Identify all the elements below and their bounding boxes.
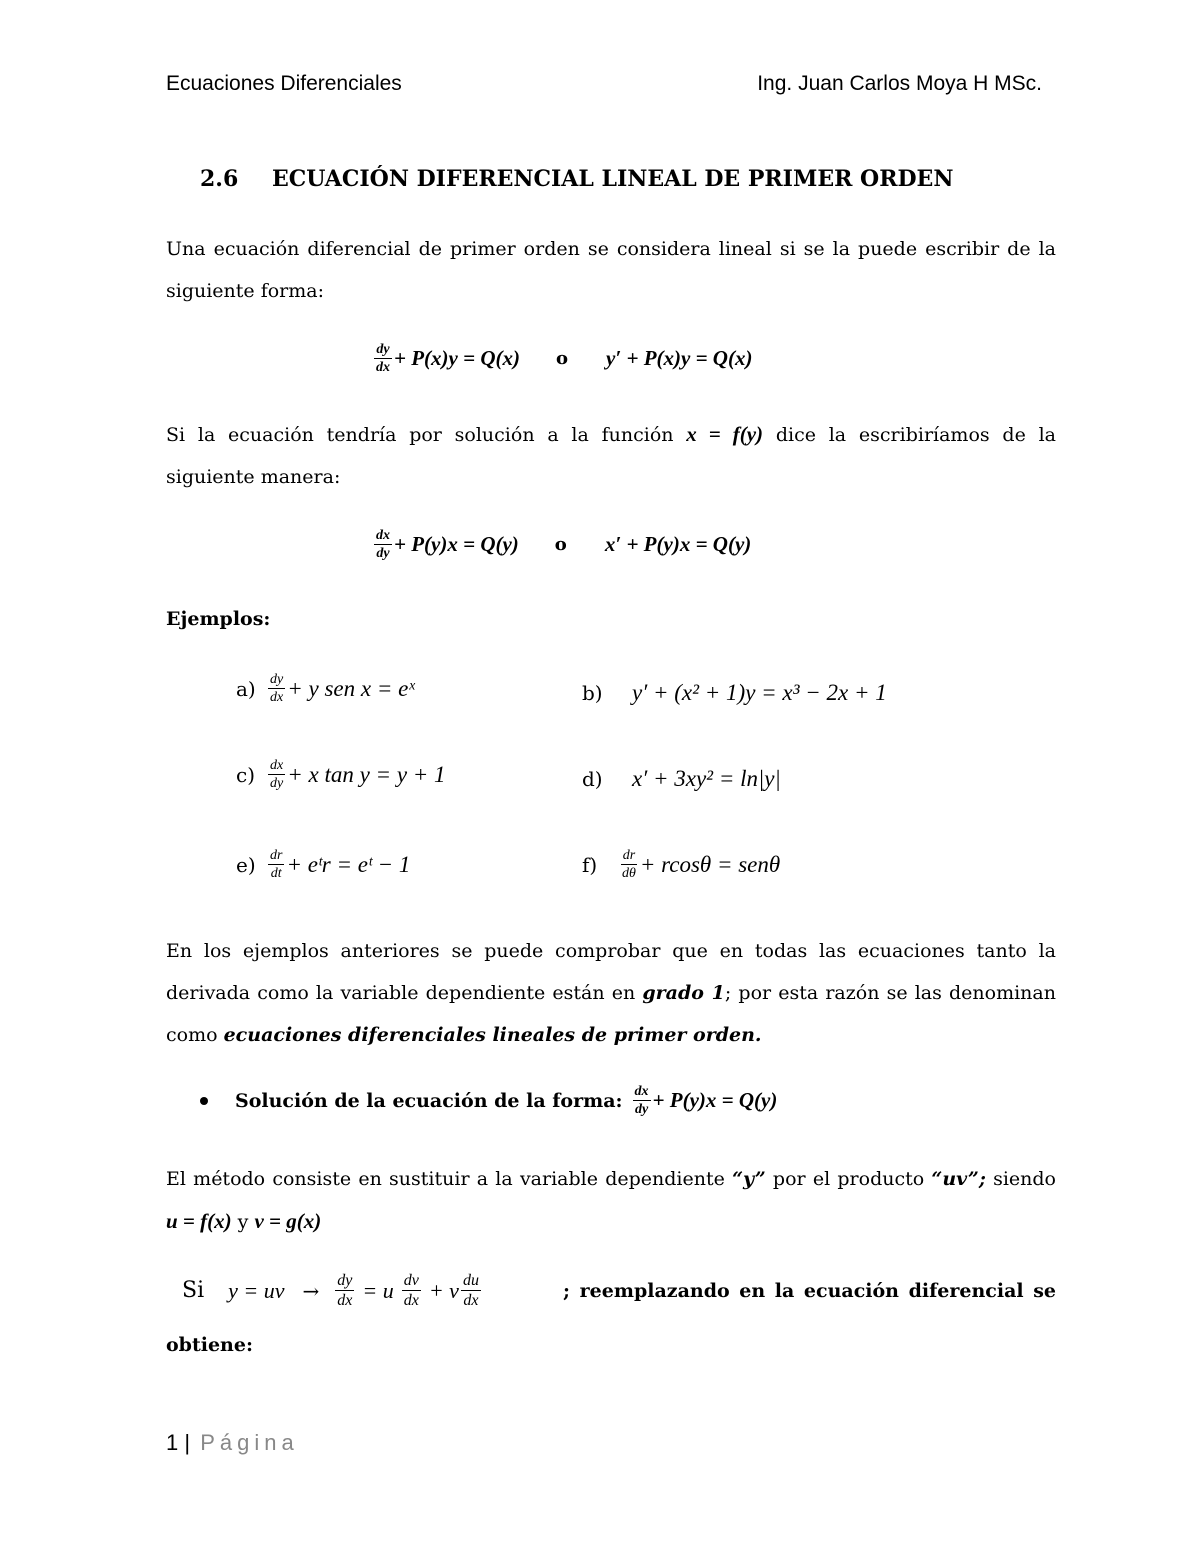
para4-quote-uv: “uv”; bbox=[931, 1168, 986, 1190]
fraction bbox=[620, 848, 638, 881]
para5-mid1: = u bbox=[362, 1277, 394, 1303]
intro-line-2: siguiente forma: bbox=[166, 280, 325, 302]
para4-mid: por el producto bbox=[772, 1168, 925, 1190]
frac-numerator: dv bbox=[403, 1272, 419, 1289]
frac-numerator: dr bbox=[270, 848, 283, 863]
frac-denominator: dx bbox=[337, 1292, 353, 1309]
para4-quote-y: “y” bbox=[732, 1168, 766, 1190]
para4-math-v: v = g(x) bbox=[254, 1209, 322, 1233]
para3-line3-pre: como bbox=[166, 1024, 218, 1046]
equation-1-alt: y′ + P(x)y = Q(x) bbox=[606, 346, 753, 370]
intro-line-1: Una ecuación diferencial de primer orden se considera lineal si se la puede escribir de la bbox=[166, 238, 1056, 260]
equation-2-alt: x′ + P(y)x = Q(y) bbox=[604, 532, 752, 556]
bullet-equation: + P(y)x = Q(y) bbox=[652, 1088, 778, 1112]
frac-denominator: dy bbox=[270, 776, 284, 791]
example-c bbox=[236, 758, 446, 791]
frac-denominator: dx bbox=[376, 360, 390, 375]
section-number: 2.6 bbox=[200, 166, 239, 192]
footer-separator: | bbox=[184, 1430, 191, 1455]
paragraph-5-line-2: obtiene: bbox=[166, 1334, 253, 1356]
para5-post: ; reemplazando en la ecuación diferencial se bbox=[563, 1279, 1056, 1302]
para4-conj: y bbox=[237, 1211, 249, 1233]
example-a bbox=[236, 672, 415, 705]
para4-math-u: u = f(x) bbox=[166, 1209, 232, 1233]
frac-numerator: dx bbox=[634, 1084, 649, 1099]
paragraph-4-line-1 bbox=[166, 1158, 1056, 1200]
fraction bbox=[374, 528, 392, 561]
para2-pre: Si la ecuación tendría por solución a la función bbox=[166, 424, 674, 446]
para3-line2-pre: derivada como la variable dependiente están en bbox=[166, 982, 636, 1004]
example-label: a) bbox=[236, 676, 256, 701]
frac-denominator: dy bbox=[376, 546, 390, 561]
example-equation: + y sen x = eˣ bbox=[287, 675, 415, 701]
page-footer bbox=[166, 1430, 299, 1456]
para3-emphasis-grado: grado 1 bbox=[642, 982, 725, 1004]
fraction bbox=[461, 1272, 481, 1309]
paragraph-2-line-1 bbox=[166, 413, 1056, 456]
frac-denominator: dy bbox=[634, 1102, 649, 1117]
paragraph-4 bbox=[166, 1158, 1056, 1243]
example-d bbox=[582, 766, 781, 792]
equation-2-or: o bbox=[554, 534, 567, 555]
frac-numerator: dx bbox=[376, 528, 390, 543]
example-label: f) bbox=[582, 852, 598, 877]
fraction bbox=[268, 848, 284, 881]
frac-numerator: dy bbox=[376, 342, 390, 357]
section-heading: ECUACIÓN DIFERENCIAL LINEAL DE PRIMER ORDEN bbox=[272, 166, 954, 192]
frac-numerator: dy bbox=[337, 1272, 353, 1289]
arrow-icon: → bbox=[302, 1278, 320, 1303]
example-label: c) bbox=[236, 762, 256, 787]
paragraph-2-line-2: siguiente manera: bbox=[166, 466, 341, 488]
example-equation: + x tan y = y + 1 bbox=[287, 761, 446, 787]
fraction bbox=[335, 1272, 354, 1309]
header-right: Ing. Juan Carlos Moya H MSc. bbox=[757, 72, 1042, 95]
page-word: Página bbox=[200, 1430, 299, 1455]
example-equation: + rcosθ = senθ bbox=[639, 851, 781, 877]
para4-post: siendo bbox=[993, 1168, 1056, 1190]
equation-2-rest: + P(y)x = Q(y) bbox=[394, 532, 519, 556]
fraction bbox=[633, 1084, 651, 1117]
paragraph-4-line-2 bbox=[166, 1200, 1056, 1243]
example-label: b) bbox=[582, 681, 603, 705]
frac-denominator: dx bbox=[270, 690, 284, 705]
fraction bbox=[374, 342, 392, 375]
para5-si: Si bbox=[182, 1278, 205, 1303]
example-b bbox=[582, 680, 887, 706]
examples-row-1 bbox=[236, 672, 1036, 722]
para2-math: x = f(y) bbox=[686, 422, 764, 446]
paragraph-2 bbox=[166, 413, 1056, 498]
para3-line2-post: ; por esta razón se las denominan bbox=[724, 982, 1056, 1004]
fraction bbox=[402, 1272, 421, 1309]
examples-row-3 bbox=[236, 848, 1036, 898]
paragraph-5-line-1 bbox=[166, 1272, 1056, 1309]
intro-paragraph bbox=[166, 228, 1056, 312]
bullet-item bbox=[200, 1084, 777, 1117]
equation-2 bbox=[372, 528, 751, 561]
equation-1-or: o bbox=[555, 348, 568, 369]
header-left: Ecuaciones Diferenciales bbox=[166, 72, 402, 95]
paragraph-3-line-3 bbox=[166, 1014, 1056, 1056]
example-equation: y′ + (x² + 1)y = x³ − 2x + 1 bbox=[632, 680, 887, 705]
example-equation: + eᵗr = eᵗ − 1 bbox=[286, 851, 411, 877]
bullet-label: Solución de la ecuación de la forma: bbox=[235, 1089, 623, 1112]
frac-denominator: dθ bbox=[622, 866, 636, 881]
examples-row-2 bbox=[236, 758, 1036, 808]
section-title bbox=[200, 166, 953, 192]
examples-heading: Ejemplos: bbox=[166, 608, 271, 630]
fraction bbox=[268, 672, 285, 705]
page-number: 1 bbox=[166, 1430, 179, 1455]
frac-denominator: dx bbox=[403, 1292, 419, 1309]
para4-pre: El método consiste en sustituir a la variable dependiente bbox=[166, 1168, 725, 1190]
para5-eq: y = uv bbox=[228, 1277, 285, 1303]
paragraph-3 bbox=[166, 930, 1056, 1056]
frac-numerator: dy bbox=[270, 672, 284, 687]
example-f bbox=[582, 848, 780, 881]
equation-1-rest: + P(x)y = Q(x) bbox=[394, 346, 520, 370]
para3-emphasis-term: ecuaciones diferenciales lineales de primer orden. bbox=[223, 1024, 762, 1046]
frac-numerator: dx bbox=[270, 758, 284, 773]
example-label: e) bbox=[236, 852, 256, 877]
example-label: d) bbox=[582, 767, 603, 791]
frac-numerator: dr bbox=[622, 848, 636, 863]
paragraph-3-line-2 bbox=[166, 972, 1056, 1014]
frac-denominator: dx bbox=[463, 1292, 479, 1309]
para5-mid2: + v bbox=[428, 1277, 459, 1303]
frac-numerator: du bbox=[462, 1272, 479, 1289]
para2-post: dice la escribiríamos de la bbox=[775, 424, 1056, 446]
paragraph-3-line-1: En los ejemplos anteriores se puede comprobar que en todas las ecuaciones tanto la bbox=[166, 940, 1056, 962]
equation-1 bbox=[372, 342, 752, 375]
example-e bbox=[236, 848, 410, 881]
example-equation: x′ + 3xy² = ln|y| bbox=[632, 766, 781, 791]
fraction bbox=[268, 758, 285, 791]
bullet-dot bbox=[200, 1097, 208, 1105]
frac-denominator: dt bbox=[270, 866, 282, 881]
